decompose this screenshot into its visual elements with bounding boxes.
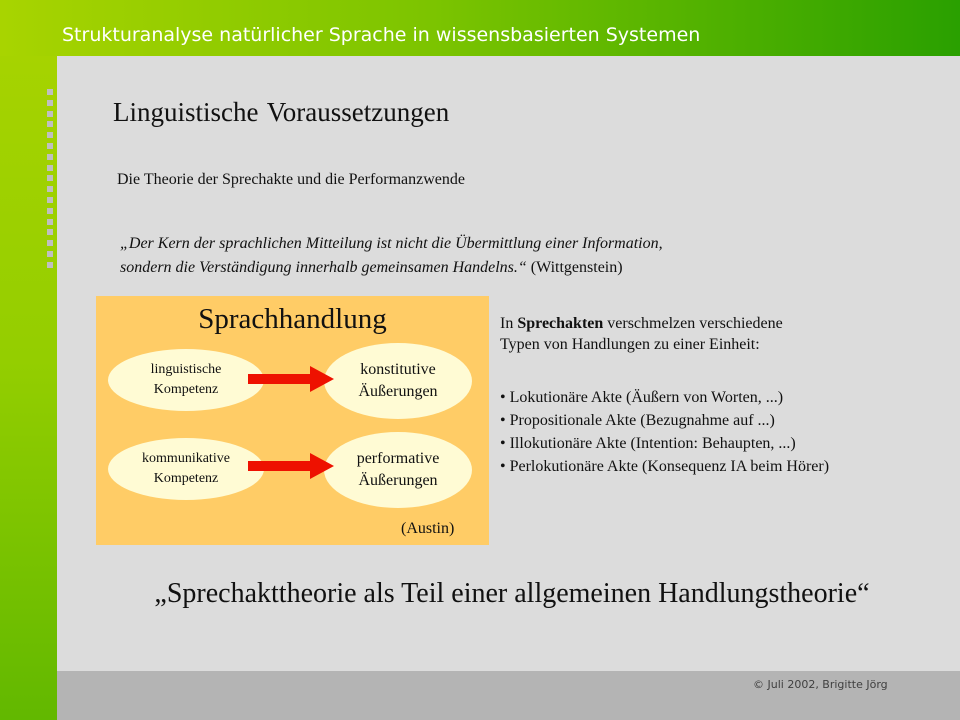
copyright: © Juli 2002, Brigitte Jörg [753, 678, 888, 691]
intro-bold: Sprechakten [517, 315, 604, 332]
intro-prefix: In [500, 315, 518, 332]
conclusion-quote: „Sprechakttheorie als Teil einer allgemeinen Handlungstheorie“ [154, 578, 870, 609]
intro-line-2: Typen von Handlungen zu einer Einheit: [500, 336, 760, 353]
ellipse-label: linguistische [150, 362, 222, 377]
header-title: Strukturanalyse natürlicher Sprache in wissensbasierten Systemen [62, 24, 701, 46]
intro-suffix: verschmelzen verschiedene [603, 315, 783, 332]
ellipse-kommunikative-kompetenz [108, 438, 264, 500]
wittgenstein-quote [120, 232, 663, 280]
act-types-list [500, 386, 829, 478]
ellipse-label: performative [356, 450, 440, 467]
ellipse-label: Kompetenz [153, 382, 219, 397]
quote-line-2: sondern die Verständigung innerhalb gemeinsamen Handelns.“ [120, 259, 527, 276]
arrow-right-icon [248, 453, 334, 479]
quote-author: (Wittgenstein) [530, 259, 623, 276]
sprachhandlung-diagram [96, 296, 489, 545]
ellipse-label: Kompetenz [153, 471, 219, 486]
ellipse-label: Äußerungen [358, 383, 438, 400]
list-item: • Lokutionäre Akte (Äußern von Worten, ...) [500, 389, 784, 406]
header-bar [0, 0, 960, 56]
ellipse-label: kommunikative [142, 451, 230, 466]
diagram-source: (Austin) [401, 520, 455, 537]
quote-line-1: „Der Kern der sprachlichen Mitteilung ist nicht die Übermittlung einer Information, [120, 235, 663, 252]
list-item: • Illokutionäre Akte (Intention: Behaupten, ...) [500, 435, 796, 452]
slide-subheading: Die Theorie der Sprechakte und die Performanzwende [117, 171, 466, 188]
ellipse-label: Äußerungen [358, 472, 438, 489]
decorative-dots [47, 89, 55, 259]
sprechakte-intro [500, 313, 783, 355]
ellipse-linguistische-kompetenz [108, 349, 264, 411]
ellipse-konstitutive-aeusserungen [324, 343, 472, 419]
diagram-title: Sprachhandlung [198, 303, 387, 335]
slide-heading: Linguistische Voraussetzungen [113, 97, 450, 127]
ellipse-label: konstitutive [360, 361, 436, 378]
ellipse-performative-aeusserungen [324, 432, 472, 508]
list-item: • Perlokutionäre Akte (Konsequenz IA beim Hörer) [500, 458, 830, 475]
list-item: • Propositionale Akte (Bezugnahme auf ...) [500, 412, 775, 429]
arrow-right-icon [248, 366, 334, 392]
